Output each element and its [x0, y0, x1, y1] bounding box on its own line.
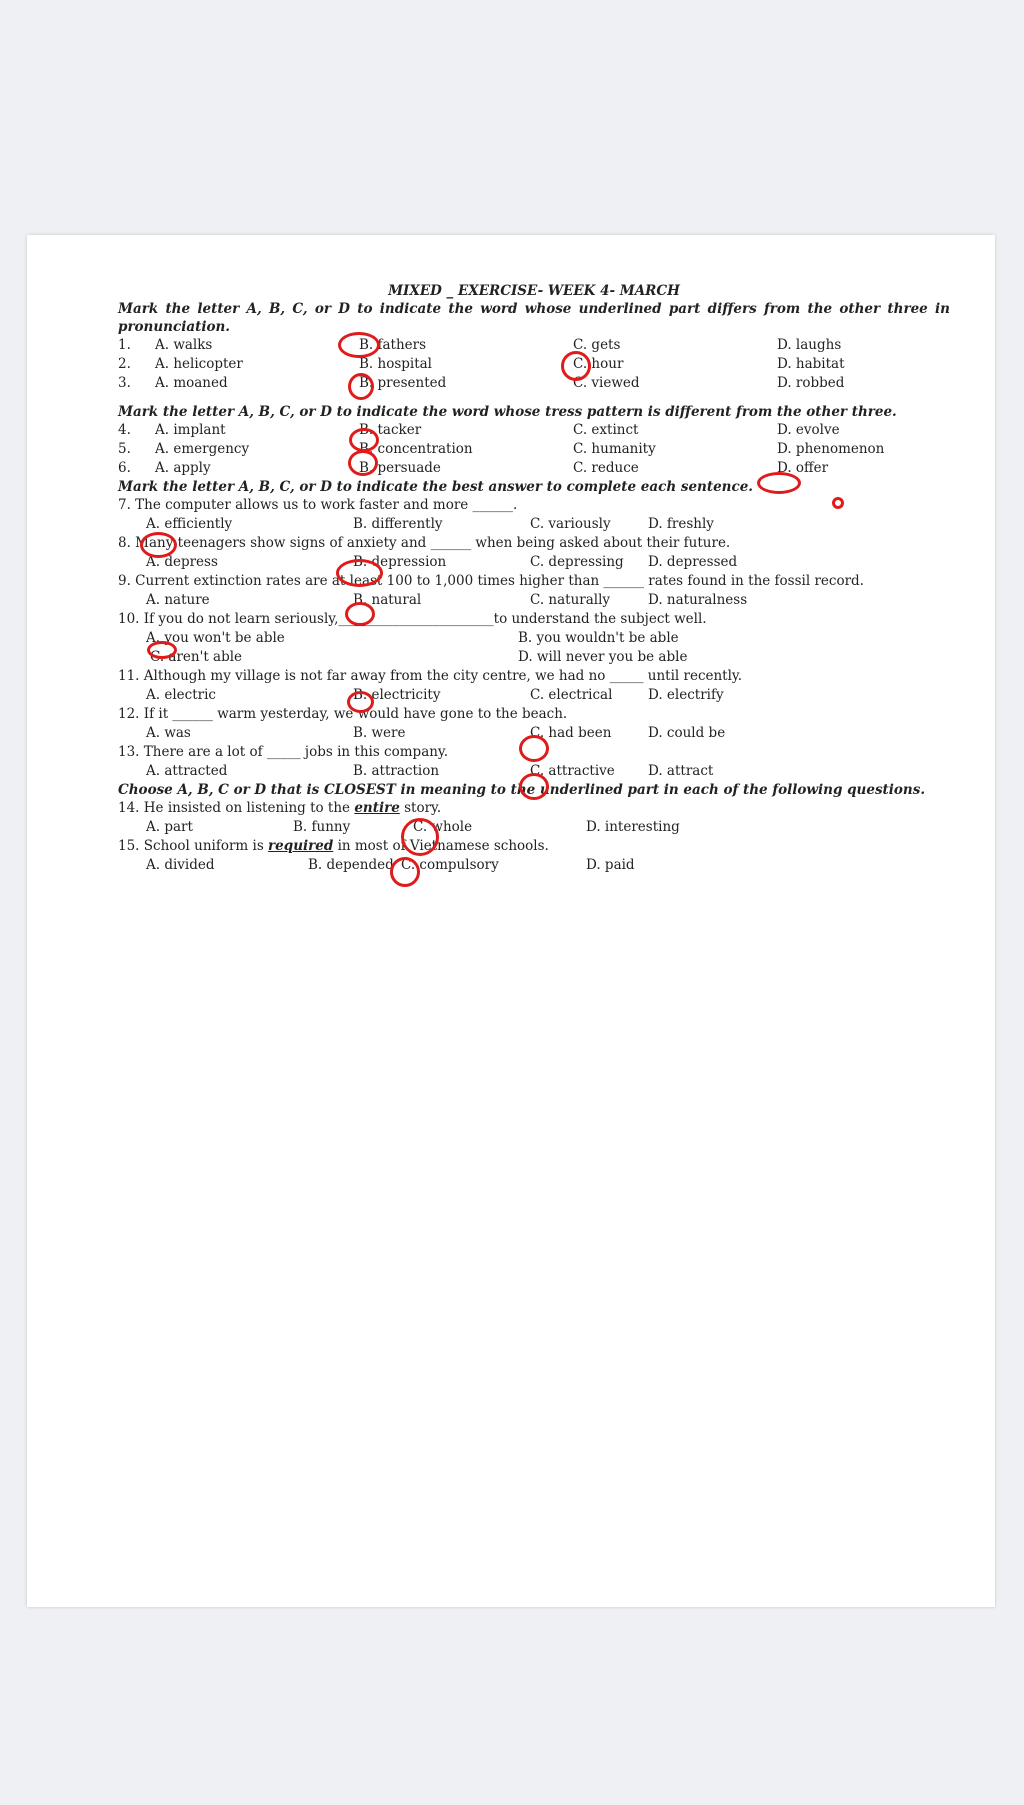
- option-b: B. differently: [353, 516, 443, 532]
- question-row: [118, 440, 950, 459]
- answer-circle-mark: [757, 472, 801, 494]
- option-c: C. aren't able: [150, 649, 243, 665]
- option-c: C. gets: [573, 337, 621, 353]
- question-number: 6.: [118, 460, 131, 476]
- underlined-word: entire: [354, 800, 400, 816]
- worksheet-title: MIXED _ EXERCISE- WEEK 4- MARCH: [388, 283, 680, 299]
- question-row: [118, 336, 950, 355]
- question-stem: 10. If you do not learn seriously,_______________________to understand the subject well.: [118, 611, 707, 627]
- answer-row: [118, 591, 950, 610]
- answer-circle-mark: [345, 602, 375, 626]
- question-stem: 13. There are a lot of _____ jobs in this company.: [118, 744, 449, 760]
- question-number: 1.: [118, 337, 131, 353]
- option-a: A. part: [146, 819, 193, 835]
- answer-row: [118, 629, 950, 648]
- stem-text: 14. He insisted on listening to the: [118, 800, 355, 816]
- option-b: B. presented: [359, 375, 447, 391]
- section2-instruction: Mark the letter A, B, C, or D to indicate the word whose tress pattern is different from the other three.: [118, 404, 897, 420]
- answer-circle-mark: [349, 428, 379, 452]
- option-d: D. depressed: [648, 554, 738, 570]
- option-d: D. laughs: [777, 337, 842, 353]
- answer-circle-mark: [348, 450, 378, 476]
- question-number: 3.: [118, 375, 131, 391]
- question-row: [118, 421, 950, 440]
- option-b: B. fathers: [359, 337, 427, 353]
- answer-circle-mark: [519, 735, 549, 762]
- question-stem: 12. If it ______ warm yesterday, we would have gone to the beach.: [118, 706, 568, 722]
- option-c: C. extinct: [573, 422, 639, 438]
- underlined-word: required: [268, 838, 334, 854]
- option-c: C. had been: [530, 725, 612, 741]
- question-row: [118, 355, 950, 374]
- question-row: [118, 374, 950, 393]
- option-c: C. compulsory: [401, 857, 499, 873]
- stem-text: story.: [399, 800, 442, 816]
- document-page: [27, 235, 995, 1607]
- answer-row: [118, 648, 950, 667]
- option-d: D. naturalness: [648, 592, 748, 608]
- answer-circle-mark: [338, 332, 380, 358]
- option-d: D. paid: [586, 857, 635, 873]
- option-c: C. whole: [413, 819, 473, 835]
- option-a: A. helicopter: [155, 356, 243, 372]
- option-c: C. hour: [573, 356, 624, 372]
- question-stem: [118, 837, 950, 856]
- answer-circle-mark: [140, 532, 177, 558]
- answer-row: [118, 515, 950, 534]
- answer-row: [118, 856, 950, 875]
- answer-circle-mark: [348, 373, 374, 400]
- option-d: D. electrify: [648, 687, 724, 703]
- answer-circle-mark: [401, 818, 439, 856]
- option-d: D. interesting: [586, 819, 680, 835]
- option-d: D. could be: [648, 725, 726, 741]
- section4-instruction: Choose A, B, C or D that is CLOSEST in meaning to the underlined part in each of the following questions.: [118, 782, 926, 798]
- option-a: A. was: [146, 725, 191, 741]
- section1-instruction: Mark the letter A, B, C, or D to indicate the word whose underlined part differs from the other three in pronunciation.: [118, 301, 950, 335]
- option-d: D. evolve: [777, 422, 840, 438]
- option-d: D. freshly: [648, 516, 714, 532]
- question-stem: 8. Many teenagers show signs of anxiety and ______ when being asked about their future.: [118, 535, 731, 551]
- option-a: A. moaned: [155, 375, 228, 391]
- option-b: B. tacker: [359, 422, 422, 438]
- option-a: A. electric: [146, 687, 216, 703]
- option-c: C. attractive: [530, 763, 615, 779]
- option-c: C. humanity: [573, 441, 656, 457]
- answer-row: [118, 553, 950, 572]
- option-b: B. were: [353, 725, 406, 741]
- option-b: B. you wouldn't be able: [518, 630, 679, 646]
- question-number: 2.: [118, 356, 131, 372]
- question-stem: 9. Current extinction rates are at least 100 to 1,000 times higher than ______ rates found in the fossil record.: [118, 573, 864, 589]
- answer-circle-mark: [561, 351, 591, 381]
- answer-row: [118, 686, 950, 705]
- question-stem: [118, 799, 950, 818]
- option-c: C. naturally: [530, 592, 611, 608]
- option-b: B. depended: [308, 857, 394, 873]
- option-c: C. viewed: [573, 375, 640, 391]
- answer-circle-mark: [147, 641, 177, 659]
- option-d: D. robbed: [777, 375, 845, 391]
- option-b: B. natural: [353, 592, 422, 608]
- option-b: B. funny: [293, 819, 351, 835]
- option-a: A. divided: [146, 857, 215, 873]
- option-a: A. apply: [155, 460, 211, 476]
- option-d: D. attract: [648, 763, 714, 779]
- question-number: 4.: [118, 422, 131, 438]
- option-d: D. habitat: [777, 356, 845, 372]
- option-b: B. persuade: [359, 460, 441, 476]
- answer-circle-mark: [390, 857, 420, 887]
- option-a: A. walks: [155, 337, 213, 353]
- option-b: B. hospital: [359, 356, 433, 372]
- option-c: C. variously: [530, 516, 611, 532]
- answer-circle-mark: [347, 691, 374, 713]
- answer-circle-mark: [832, 497, 844, 509]
- option-b: B. electricity: [353, 687, 441, 703]
- question-number: 5.: [118, 441, 131, 457]
- question-stem: 11. Although my village is not far away from the city centre, we had no _____ until recently.: [118, 668, 743, 684]
- option-b: B. attraction: [353, 763, 440, 779]
- option-a: A. attracted: [146, 763, 228, 779]
- section3-instruction: Mark the letter A, B, C, or D to indicate the best answer to complete each sentence.: [118, 479, 753, 495]
- option-a: A. you won't be able: [146, 630, 285, 646]
- option-c: C. electrical: [530, 687, 613, 703]
- answer-row: [118, 818, 950, 837]
- option-d: D. offer: [777, 460, 829, 476]
- question-row: [118, 459, 950, 478]
- answer-circle-mark: [336, 559, 383, 587]
- option-c: C. reduce: [573, 460, 639, 476]
- option-a: A. efficiently: [146, 516, 233, 532]
- question-stem: 7. The computer allows us to work faster and more ______.: [118, 497, 518, 513]
- option-a: A. emergency: [155, 441, 250, 457]
- stem-text: 15. School uniform is: [118, 838, 269, 854]
- stem-text: in most of Vietnamese schools.: [333, 838, 549, 854]
- option-b: B. depression: [353, 554, 447, 570]
- option-b: B. concentration: [359, 441, 473, 457]
- option-d: D. phenomenon: [777, 441, 885, 457]
- answer-circle-mark: [519, 773, 549, 800]
- option-a: A. depress: [146, 554, 218, 570]
- option-a: A. implant: [155, 422, 226, 438]
- option-d: D. will never you be able: [518, 649, 688, 665]
- option-c: C. depressing: [530, 554, 624, 570]
- option-a: A. nature: [146, 592, 210, 608]
